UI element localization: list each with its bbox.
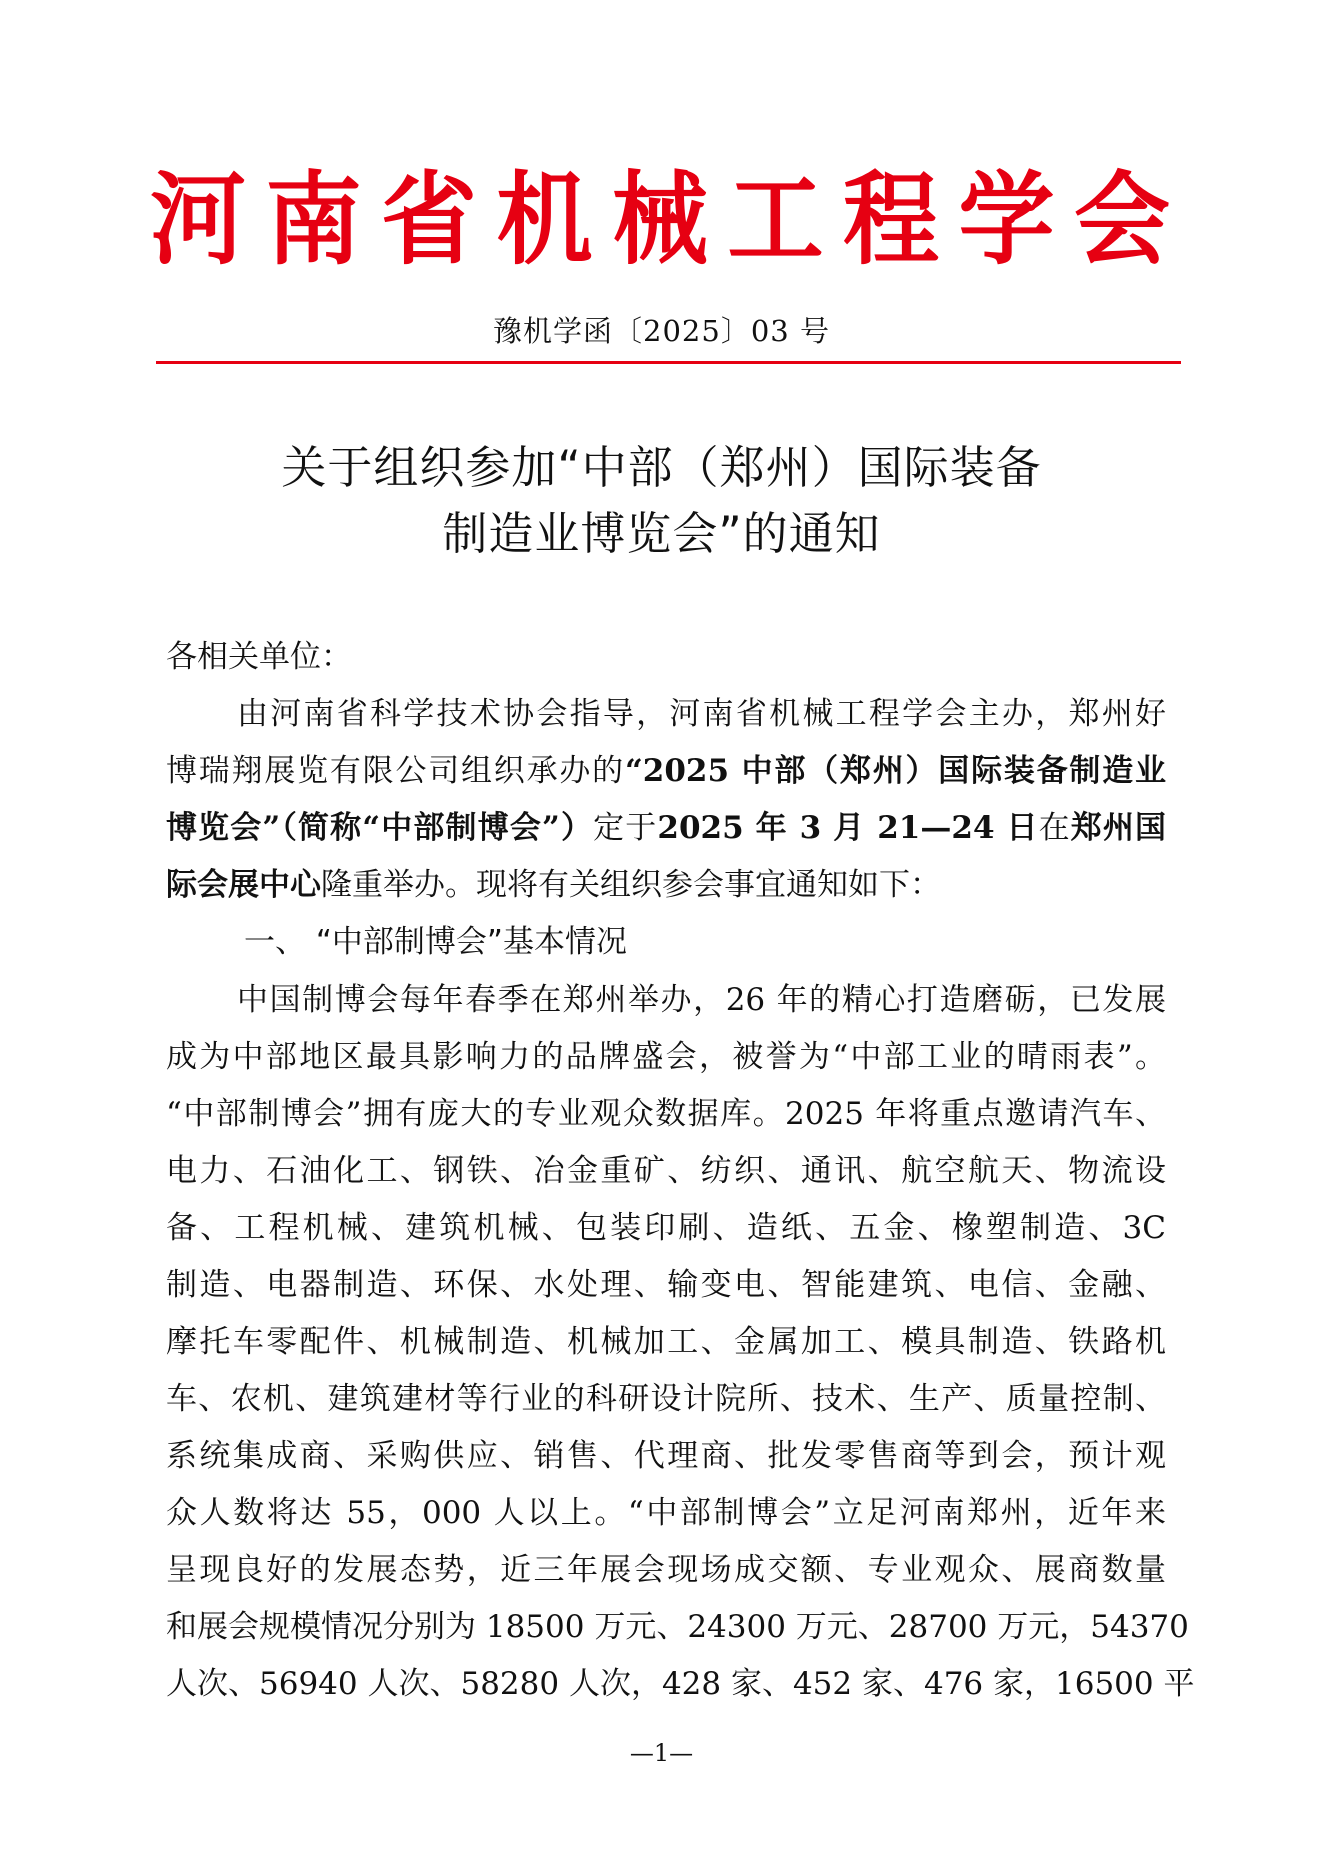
letterhead-char: 河	[150, 161, 246, 279]
document-title-line-1: 关于组织参加“中部（郑州）国际装备	[281, 441, 1042, 494]
para2-line: 摩托车零配件、机械制造、机械加工、金属加工、模具制造、铁路机	[166, 1324, 1166, 1360]
letterhead-char: 工	[727, 161, 824, 279]
para1-line	[166, 806, 1166, 850]
para2-line: 车、农机、建筑建材等行业的科研设计院所、技术、生产、质量控制、	[166, 1381, 1166, 1417]
letterhead-char: 械	[612, 161, 708, 279]
para2-line: 电力、石油化工、钢铁、冶金重矿、纺织、通讯、航空航天、物流设	[166, 1153, 1166, 1189]
expo-name-bold: “2025 中部（郑州）国际装备制造业	[624, 753, 1166, 789]
para1-text: 定于	[593, 810, 658, 846]
salutation: 各相关单位：	[166, 639, 352, 675]
para1-line	[166, 749, 1166, 793]
letterhead-char: 省	[381, 161, 477, 279]
letterhead-org-name	[150, 162, 1170, 278]
letterhead-char: 机	[496, 161, 593, 279]
para2-line: 呈现良好的发展态势，近三年展会现场成交额、专业观众、展商数量	[166, 1552, 1166, 1588]
para2-line: 人次、56940 人次、58280 人次，428 家、452 家、476 家，16500 平	[166, 1666, 1195, 1702]
letterhead-char: 程	[843, 161, 939, 279]
page-number: —1—	[629, 1739, 694, 1767]
letterhead-char: 会	[1074, 161, 1170, 279]
para1-text: 博瑞翔展览有限公司组织承办的	[166, 753, 625, 789]
para2-line: 和展会规模情况分别为 18500 万元、24300 万元、28700 万元，54370	[166, 1609, 1189, 1645]
document-title-line-2: 制造业博览会”的通知	[442, 507, 881, 560]
para2-line: 众人数将达 55，000 人以上。“中部制博会”立足河南郑州，近年来	[166, 1495, 1166, 1531]
letterhead-char: 南	[265, 161, 362, 279]
section-heading-1: 一、 “中部制博会”基本情况	[244, 924, 627, 960]
letterhead-char: 学	[958, 161, 1055, 279]
para2-line: 成为中部地区最具影响力的品牌盛会，被誉为“中部工业的晴雨表”。	[166, 1039, 1166, 1075]
para2-line: 备、工程机械、建筑机械、包装印刷、造纸、五金、橡塑制造、3C	[166, 1210, 1166, 1246]
para1-line	[166, 863, 1166, 907]
para2-line: 系统集成商、采购供应、销售、代理商、批发零售商等到会，预计观	[166, 1438, 1166, 1474]
venue-bold: 郑州国	[1070, 810, 1167, 846]
para1-text: 隆重举办。现将有关组织参会事宜通知如下：	[321, 867, 941, 903]
expo-short-name-bold: 博览会”（简称“中部制博会”）	[166, 810, 594, 846]
para2-line: 中国制博会每年春季在郑州举办，26 年的精心打造磨砺，已发展	[237, 982, 1166, 1018]
para2-line: “中部制博会”拥有庞大的专业观众数据库。2025 年将重点邀请汽车、	[166, 1096, 1166, 1132]
para1-line: 由河南省科学技术协会指导，河南省机械工程学会主办，郑州好	[237, 696, 1166, 732]
red-divider	[156, 361, 1181, 364]
venue-bold: 际会展中心	[166, 867, 321, 903]
expo-date-bold: 2025 年 3 月 21—24 日	[657, 810, 1039, 846]
para2-line: 制造、电器制造、环保、水处理、输变电、智能建筑、电信、金融、	[166, 1267, 1166, 1303]
document-number: 豫机学函〔2025〕03 号	[493, 314, 830, 348]
para1-text: 在	[1038, 810, 1071, 846]
